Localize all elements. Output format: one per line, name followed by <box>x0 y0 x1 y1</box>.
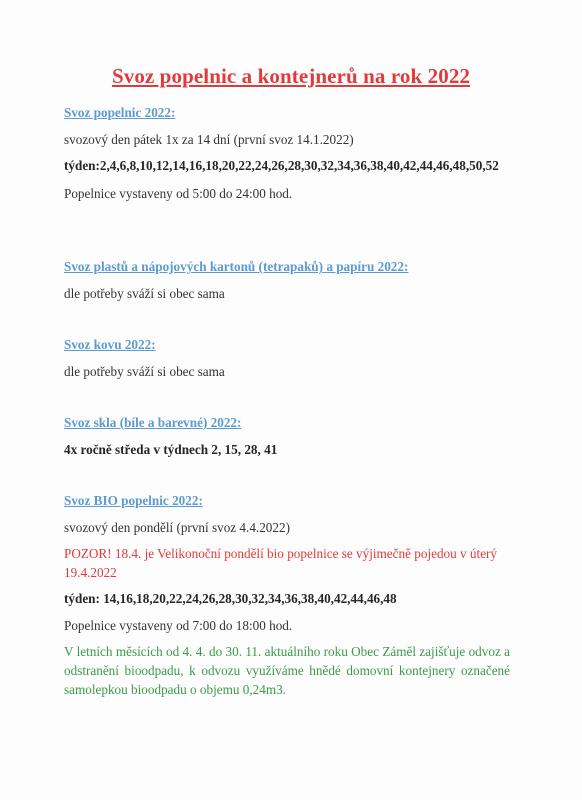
bins-out-hours-text: Popelnice vystaveny od 5:00 do 24:00 hod. <box>64 186 293 201</box>
section-waste-bins <box>64 104 510 203</box>
plastics-text: dle potřeby sváží si obec sama <box>64 286 225 301</box>
section-glass <box>64 414 510 459</box>
section-heading-waste-bins: Svoz popelnic 2022: <box>64 105 176 120</box>
collection-day-text: svozový den pátek 1x za 14 dní (první svoz 14.1.2022) <box>64 132 354 147</box>
bio-collection-day-text: svozový den pondělí (první svoz 4.4.2022) <box>64 520 290 535</box>
section-plastics <box>64 258 510 303</box>
bio-info-text: V letních měsících od 4. 4. do 30. 11. aktuálního roku Obec Záměl zajišťuje odvoz a odstranění bioodpadu, k odvozu využíváme hnědé domovní kontejnery označené samolepkou bioodpadu o objemu 0,24m3. <box>64 644 510 697</box>
section-bio <box>64 492 510 699</box>
section-heading-plastics: Svoz plastů a nápojových kartonů (tetrapaků) a papíru 2022: <box>64 259 409 274</box>
bio-warning-text: POZOR! 18.4. je Velikonoční pondělí bio popelnice se výjimečně pojedou v úterý 19.4.2022 <box>64 546 498 580</box>
bio-hours-text: Popelnice vystaveny od 7:00 do 18:00 hod. <box>64 618 293 633</box>
document-title: Svoz popelnic a kontejnerů na rok 2022 <box>111 64 471 88</box>
section-metal <box>64 336 510 381</box>
metal-text: dle potřeby sváží si obec sama <box>64 364 225 379</box>
glass-text: 4x ročně středa v týdnech 2, 15, 28, 41 <box>64 442 278 457</box>
bio-weeks-text: týden: 14,16,18,20,22,24,26,28,30,32,34,36,38,40,42,44,46,48 <box>64 591 397 606</box>
section-heading-metal: Svoz kovu 2022: <box>64 337 156 352</box>
section-heading-glass: Svoz skla (bíle a barevné) 2022: <box>64 415 242 430</box>
collection-weeks-text: týden:2,4,6,8,10,12,14,16,18,20,22,24,26,28,30,32,34,36,38,40,42,44,46,48,50,52 <box>64 158 499 173</box>
section-heading-bio: Svoz BIO popelnic 2022: <box>64 493 203 508</box>
